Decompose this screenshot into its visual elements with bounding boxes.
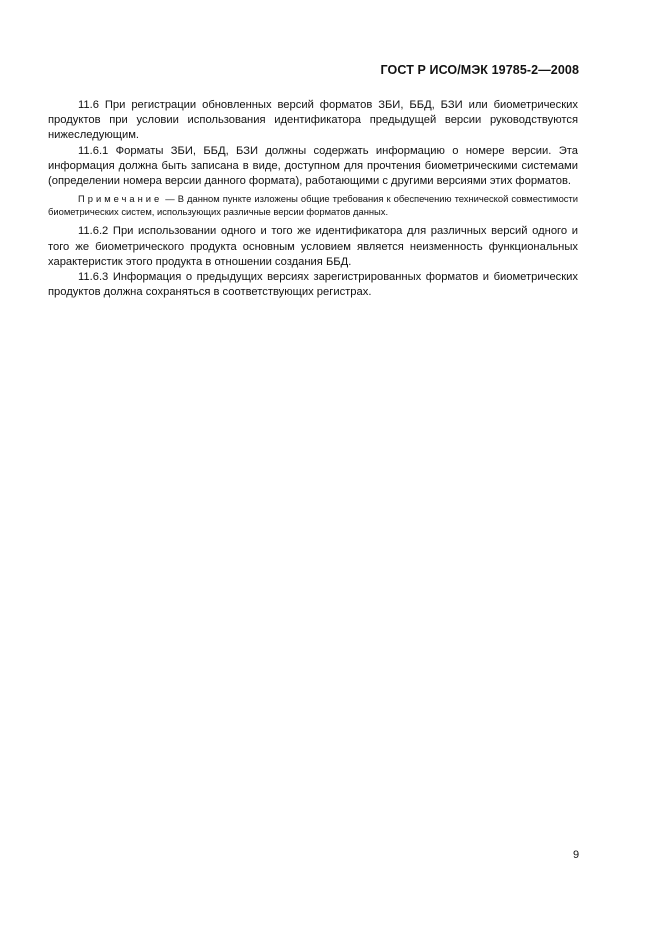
- paragraph-11-6: 11.6 При регистрации обновленных версий форматов ЗБИ, ББД, БЗИ или биометрических продуктов при условии использования идентификатора предыдущей версии руководствуются нижеследующим.: [48, 99, 578, 142]
- note: [48, 193, 578, 218]
- paragraph-11-6-1: 11.6.1 Форматы ЗБИ, ББД, БЗИ должны содержать информацию о номере версии. Эта информация должна быть записана в виде, доступном для прочтения биометрическими системами (определении номера версии данного формата), работающими с другими версиями этих форматов.: [48, 144, 578, 188]
- document-header: ГОСТ Р ИСО/МЭК 19785-2—2008: [380, 63, 579, 77]
- paragraph-11-6-3: 11.6.3 Информация о предыдущих версиях зарегистрированных форматов и биометрических продуктов должна сохраняться в соответствующих регистрах.: [48, 271, 578, 299]
- note-label: Примечание: [78, 193, 163, 205]
- document-body: [48, 98, 578, 300]
- page-number: 9: [573, 849, 580, 861]
- note-text: — В данном пункте изложены общие требования к обеспечению технической совместимости биометрических систем, использующих различные версии форматов данных.: [48, 193, 578, 217]
- paragraph-11-6-2: 11.6.2 При использовании одного и того же идентификатора для различных версий одного и того же биометрического продукта основным условием является неизменность функциональных характеристик этого продукта в отношении создания ББД.: [48, 225, 578, 268]
